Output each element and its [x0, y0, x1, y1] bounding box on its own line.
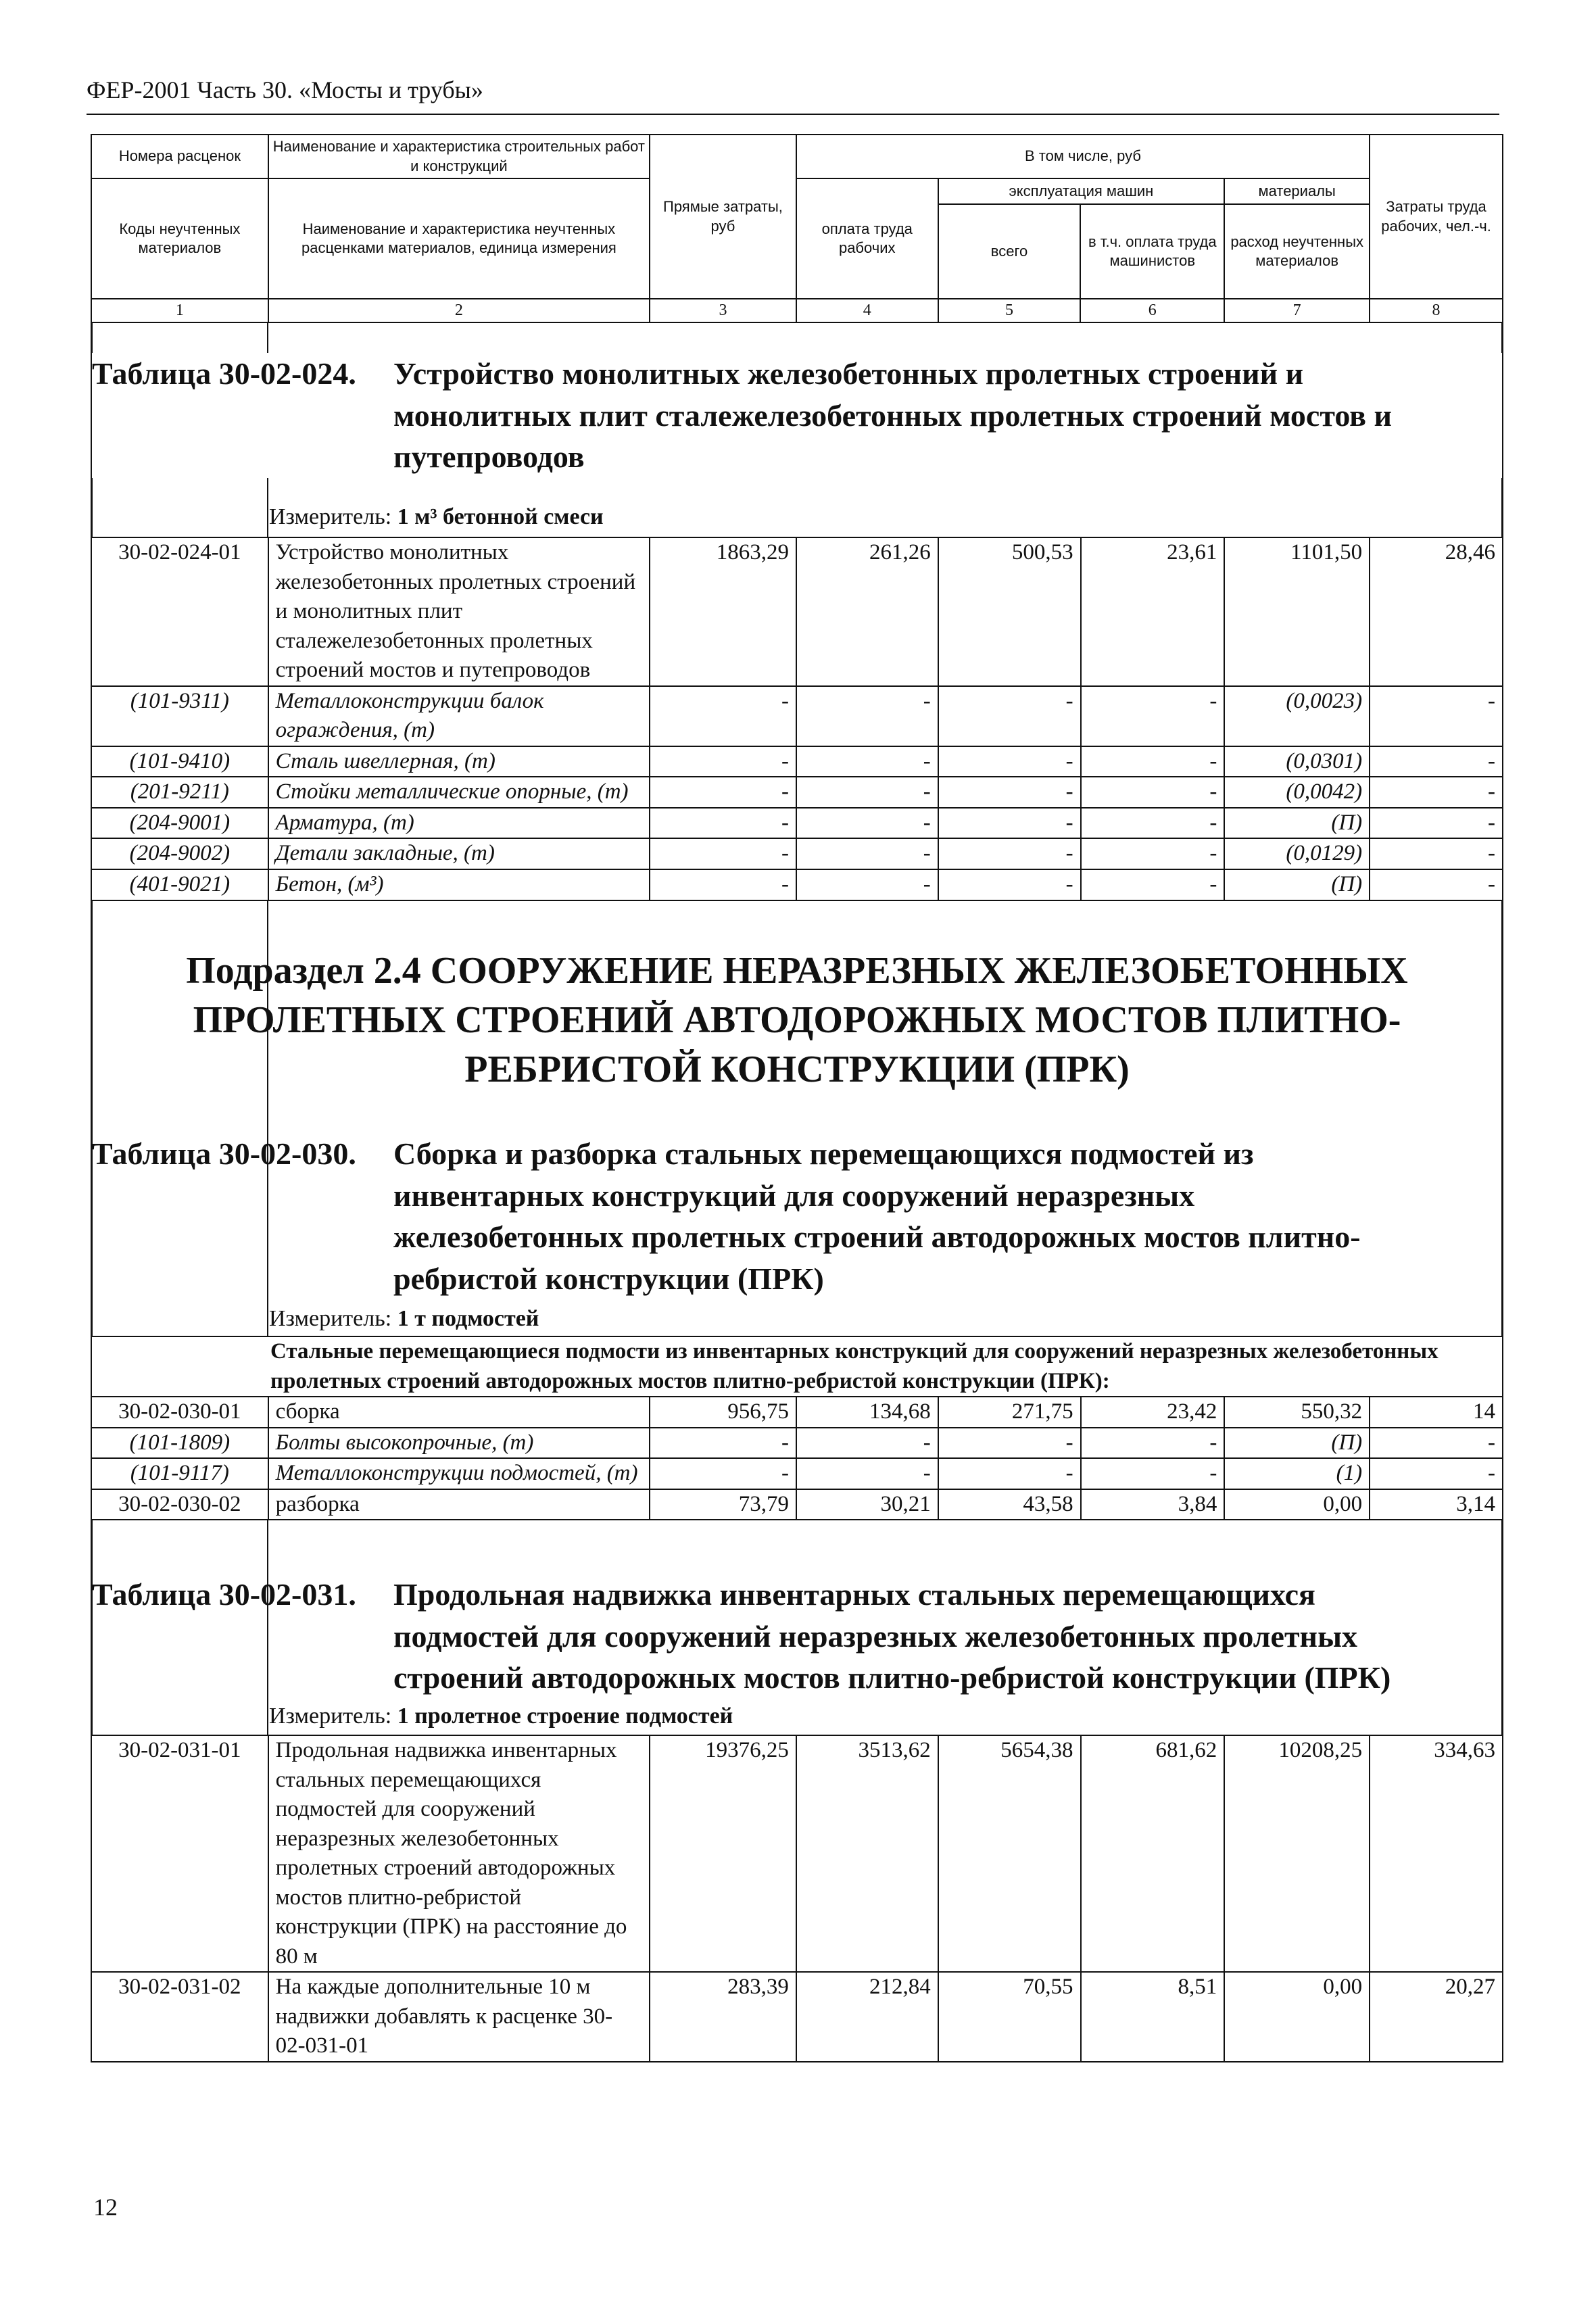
value-direct: 956,75	[650, 1397, 796, 1428]
header-machinists: в т.ч. оплата труда машинистов	[1080, 204, 1224, 299]
value-machines: -	[938, 1458, 1081, 1489]
table-024	[91, 537, 1503, 901]
measure-value: 1 м³ бетонной смеси	[397, 504, 604, 529]
value-labor: -	[1370, 869, 1503, 900]
header-col1-top: Номера расценок	[91, 135, 268, 178]
column-header	[91, 134, 1503, 323]
value-wages: -	[796, 1458, 938, 1489]
value-machines: -	[938, 746, 1081, 777]
table-title-line: Продольная надвижка инвентарных стальных перемещающихся	[393, 1577, 1315, 1612]
column-number: 1	[91, 299, 268, 322]
table-title-line: подмостей для сооружений неразрезных железобетонных пролетных	[393, 1618, 1357, 1654]
value-machines: -	[938, 777, 1081, 808]
value-wages: -	[796, 686, 938, 746]
rate-code: (101-9410)	[91, 746, 268, 777]
value-machinists: -	[1081, 838, 1225, 869]
item-name: Бетон, (м³)	[268, 869, 650, 900]
item-name: Продольная надвижка инвентарных стальных перемещающихся подмостей для сооружений неразрезных железобетонных пролетных строений автодорожных мостов плитно-ребристой конструкции (ПРК) на расстояние до 80 м	[268, 1735, 650, 1972]
subsection-line: Подраздел 2.4 СООРУЖЕНИЕ НЕРАЗРЕЗНЫХ ЖЕЛЕЗОБЕТОННЫХ	[186, 950, 1408, 992]
value-labor: -	[1370, 746, 1503, 777]
value-direct: -	[650, 1458, 796, 1489]
value-labor: 334,63	[1370, 1735, 1503, 1972]
column-number: 5	[938, 299, 1081, 322]
table-030-measure	[269, 1306, 539, 1332]
value-wages: -	[796, 869, 938, 900]
rate-code: 30-02-031-02	[91, 1972, 268, 2062]
rate-code: (101-9311)	[91, 686, 268, 746]
item-name: разборка	[268, 1489, 650, 1520]
rate-code: (204-9002)	[91, 838, 268, 869]
item-name: сборка	[268, 1397, 650, 1428]
measure-value: 1 т подмостей	[397, 1306, 539, 1331]
group-title-row	[91, 1336, 1503, 1397]
item-name: Металлоконструкции балок ограждения, (т)	[268, 686, 650, 746]
value-materials: (0,0023)	[1224, 686, 1370, 746]
page-header: ФЕР-2001 Часть 30. «Мосты и трубы»	[87, 76, 1499, 115]
value-machines: 43,58	[938, 1489, 1081, 1520]
value-machines: -	[938, 838, 1081, 869]
value-materials: 0,00	[1224, 1972, 1370, 2062]
value-labor: -	[1370, 777, 1503, 808]
table-title-line: Устройство монолитных железобетонных пролетных строений и	[393, 356, 1304, 391]
rate-code: 30-02-024-01	[91, 537, 268, 686]
value-direct: -	[650, 869, 796, 900]
rate-row	[91, 1397, 1503, 1428]
value-wages: 134,68	[796, 1397, 938, 1428]
table-title-line: путепроводов	[393, 439, 585, 475]
rate-code: (101-9117)	[91, 1458, 268, 1489]
column-number: 4	[796, 299, 938, 322]
header-direct-costs: Прямые затраты, руб	[650, 135, 796, 299]
column-number: 3	[650, 299, 796, 322]
table-031-measure	[269, 1704, 733, 1729]
item-name: Металлоконструкции подмостей, (т)	[268, 1458, 650, 1489]
value-materials: (П)	[1224, 808, 1370, 839]
value-machinists: -	[1081, 808, 1225, 839]
column-number: 2	[268, 299, 650, 322]
rate-row	[91, 1972, 1503, 2062]
value-labor: 28,46	[1370, 537, 1503, 686]
rate-row	[91, 1489, 1503, 1520]
rate-code: (204-9001)	[91, 808, 268, 839]
value-direct: -	[650, 1428, 796, 1459]
item-name: Сталь швеллерная, (т)	[268, 746, 650, 777]
value-machines: 500,53	[938, 537, 1081, 686]
value-materials: 1101,50	[1224, 537, 1370, 686]
value-machines: 70,55	[938, 1972, 1081, 2062]
value-materials: 0,00	[1224, 1489, 1370, 1520]
table-031-heading	[92, 1574, 1502, 1699]
rate-code: 30-02-030-01	[91, 1397, 268, 1428]
value-machines: -	[938, 1428, 1081, 1459]
value-materials: (П)	[1224, 869, 1370, 900]
item-name: Стойки металлические опорные, (т)	[268, 777, 650, 808]
value-wages: -	[796, 746, 938, 777]
value-machinists: 8,51	[1081, 1972, 1225, 2062]
value-machinists: -	[1081, 746, 1225, 777]
header-materials-sub: расход неучтенных материалов	[1224, 204, 1370, 299]
subsection-line: РЕБРИСТОЙ КОНСТРУКЦИИ (ПРК)	[464, 1048, 1130, 1090]
measure-label: Измеритель:	[269, 1704, 392, 1729]
subsection-heading	[91, 946, 1503, 1094]
group-title: Стальные перемещающиеся подмости из инвентарных конструкций для сооружений неразрезных железобетонных пролетных строений автодорожных мостов плитно-ребристой конструкции (ПРК):	[91, 1336, 1503, 1397]
value-labor: 14	[1370, 1397, 1503, 1428]
value-materials: (0,0129)	[1224, 838, 1370, 869]
value-direct: -	[650, 777, 796, 808]
header-materials: материалы	[1224, 178, 1370, 204]
rate-code: 30-02-030-02	[91, 1489, 268, 1520]
header-col2-top: Наименование и характеристика строительных работ и конструкций	[268, 135, 650, 178]
material-row	[91, 1428, 1503, 1459]
header-group: В том числе, руб	[796, 135, 1370, 178]
value-machinists: -	[1081, 869, 1225, 900]
value-labor: 3,14	[1370, 1489, 1503, 1520]
value-direct: -	[650, 808, 796, 839]
value-direct: -	[650, 686, 796, 746]
value-materials: (П)	[1224, 1428, 1370, 1459]
value-machines: -	[938, 869, 1081, 900]
material-row	[91, 869, 1503, 900]
table-title-line: ребристой конструкции (ПРК)	[393, 1261, 824, 1296]
value-wages: -	[796, 777, 938, 808]
value-direct: 73,79	[650, 1489, 796, 1520]
table-024-measure	[269, 504, 604, 530]
value-machinists: -	[1081, 1428, 1225, 1459]
value-direct: 19376,25	[650, 1735, 796, 1972]
rate-code: 30-02-031-01	[91, 1735, 268, 1972]
item-name: Арматура, (т)	[268, 808, 650, 839]
header-machines: эксплуатация машин	[938, 178, 1225, 204]
item-name: Детали закладные, (т)	[268, 838, 650, 869]
value-machinists: 3,84	[1081, 1489, 1225, 1520]
item-name: Болты высокопрочные, (т)	[268, 1428, 650, 1459]
rate-code: (401-9021)	[91, 869, 268, 900]
value-labor: -	[1370, 1458, 1503, 1489]
value-labor: 20,27	[1370, 1972, 1503, 2062]
table-number: Таблица 30-02-030.	[92, 1136, 356, 1171]
value-wages: 212,84	[796, 1972, 938, 2062]
table-title-line: строений автодорожных мостов плитно-ребристой конструкции (ПРК)	[393, 1660, 1391, 1695]
value-direct: -	[650, 838, 796, 869]
material-row	[91, 746, 1503, 777]
rate-row	[91, 537, 1503, 686]
value-machines: 5654,38	[938, 1735, 1081, 1972]
value-machines: 271,75	[938, 1397, 1081, 1428]
value-machines: -	[938, 808, 1081, 839]
header-wages: оплата труда рабочих	[796, 178, 938, 299]
value-direct: -	[650, 746, 796, 777]
value-wages: -	[796, 838, 938, 869]
header-machines-total: всего	[938, 204, 1081, 299]
value-wages: -	[796, 1428, 938, 1459]
value-materials: (0,0042)	[1224, 777, 1370, 808]
value-wages: 30,21	[796, 1489, 938, 1520]
value-materials: (1)	[1224, 1458, 1370, 1489]
value-materials: 10208,25	[1224, 1735, 1370, 1972]
item-name: На каждые дополнительные 10 м надвижки добавлять к расценке 30-02-031-01	[268, 1972, 650, 2062]
header-col1-bottom: Коды неучтенных материалов	[91, 178, 268, 299]
measure-value: 1 пролетное строение подмостей	[397, 1704, 733, 1729]
column-number: 7	[1224, 299, 1370, 322]
page-number: 12	[93, 2194, 118, 2221]
table-title-line: инвентарных конструкций для сооружений неразрезных	[393, 1178, 1195, 1213]
value-machinists: -	[1081, 1458, 1225, 1489]
material-row	[91, 808, 1503, 839]
column-number: 6	[1080, 299, 1224, 322]
material-row	[91, 838, 1503, 869]
value-labor: -	[1370, 1428, 1503, 1459]
value-machinists: 23,61	[1081, 537, 1225, 686]
table-024-heading	[92, 353, 1502, 478]
header-labor: Затраты труда рабочих, чел.-ч.	[1370, 135, 1503, 299]
table-title-line: Сборка и разборка стальных перемещающихся подмостей из	[393, 1136, 1254, 1171]
table-title-line: монолитных плит сталежелезобетонных пролетных строений мостов и	[393, 397, 1393, 433]
item-name: Устройство монолитных железобетонных пролетных строений и монолитных плит сталежелезобетонных пролетных строений мостов и путепроводов	[268, 537, 650, 686]
rate-row	[91, 1735, 1503, 1972]
rate-code: (101-1809)	[91, 1428, 268, 1459]
value-machinists: 23,42	[1081, 1397, 1225, 1428]
material-row	[91, 686, 1503, 746]
value-labor: -	[1370, 838, 1503, 869]
subsection-line: ПРОЛЕТНЫХ СТРОЕНИЙ АВТОДОРОЖНЫХ МОСТОВ ПЛИТНО-	[193, 998, 1401, 1041]
value-direct: 283,39	[650, 1972, 796, 2062]
table-031	[91, 1735, 1503, 2062]
value-labor: -	[1370, 808, 1503, 839]
value-machinists: -	[1081, 777, 1225, 808]
value-labor: -	[1370, 686, 1503, 746]
material-row	[91, 1458, 1503, 1489]
value-wages: 3513,62	[796, 1735, 938, 1972]
value-materials: 550,32	[1224, 1397, 1370, 1428]
value-machinists: 681,62	[1081, 1735, 1225, 1972]
value-machinists: -	[1081, 686, 1225, 746]
value-direct: 1863,29	[650, 537, 796, 686]
table-title-line: железобетонных пролетных строений автодорожных мостов плитно-	[393, 1220, 1361, 1255]
value-materials: (0,0301)	[1224, 746, 1370, 777]
table-030	[91, 1336, 1503, 1520]
column-number: 8	[1370, 299, 1503, 322]
material-row	[91, 777, 1503, 808]
measure-label: Измеритель:	[269, 504, 392, 529]
measure-label: Измеритель:	[269, 1306, 392, 1331]
value-wages: 261,26	[796, 537, 938, 686]
value-wages: -	[796, 808, 938, 839]
table-number: Таблица 30-02-024.	[92, 356, 356, 391]
rate-code: (201-9211)	[91, 777, 268, 808]
table-number: Таблица 30-02-031.	[92, 1577, 356, 1612]
table-030-heading	[92, 1133, 1502, 1300]
value-machines: -	[938, 686, 1081, 746]
header-col2-bottom: Наименование и характеристика неучтенных расценками материалов, единица измерения	[268, 178, 650, 299]
